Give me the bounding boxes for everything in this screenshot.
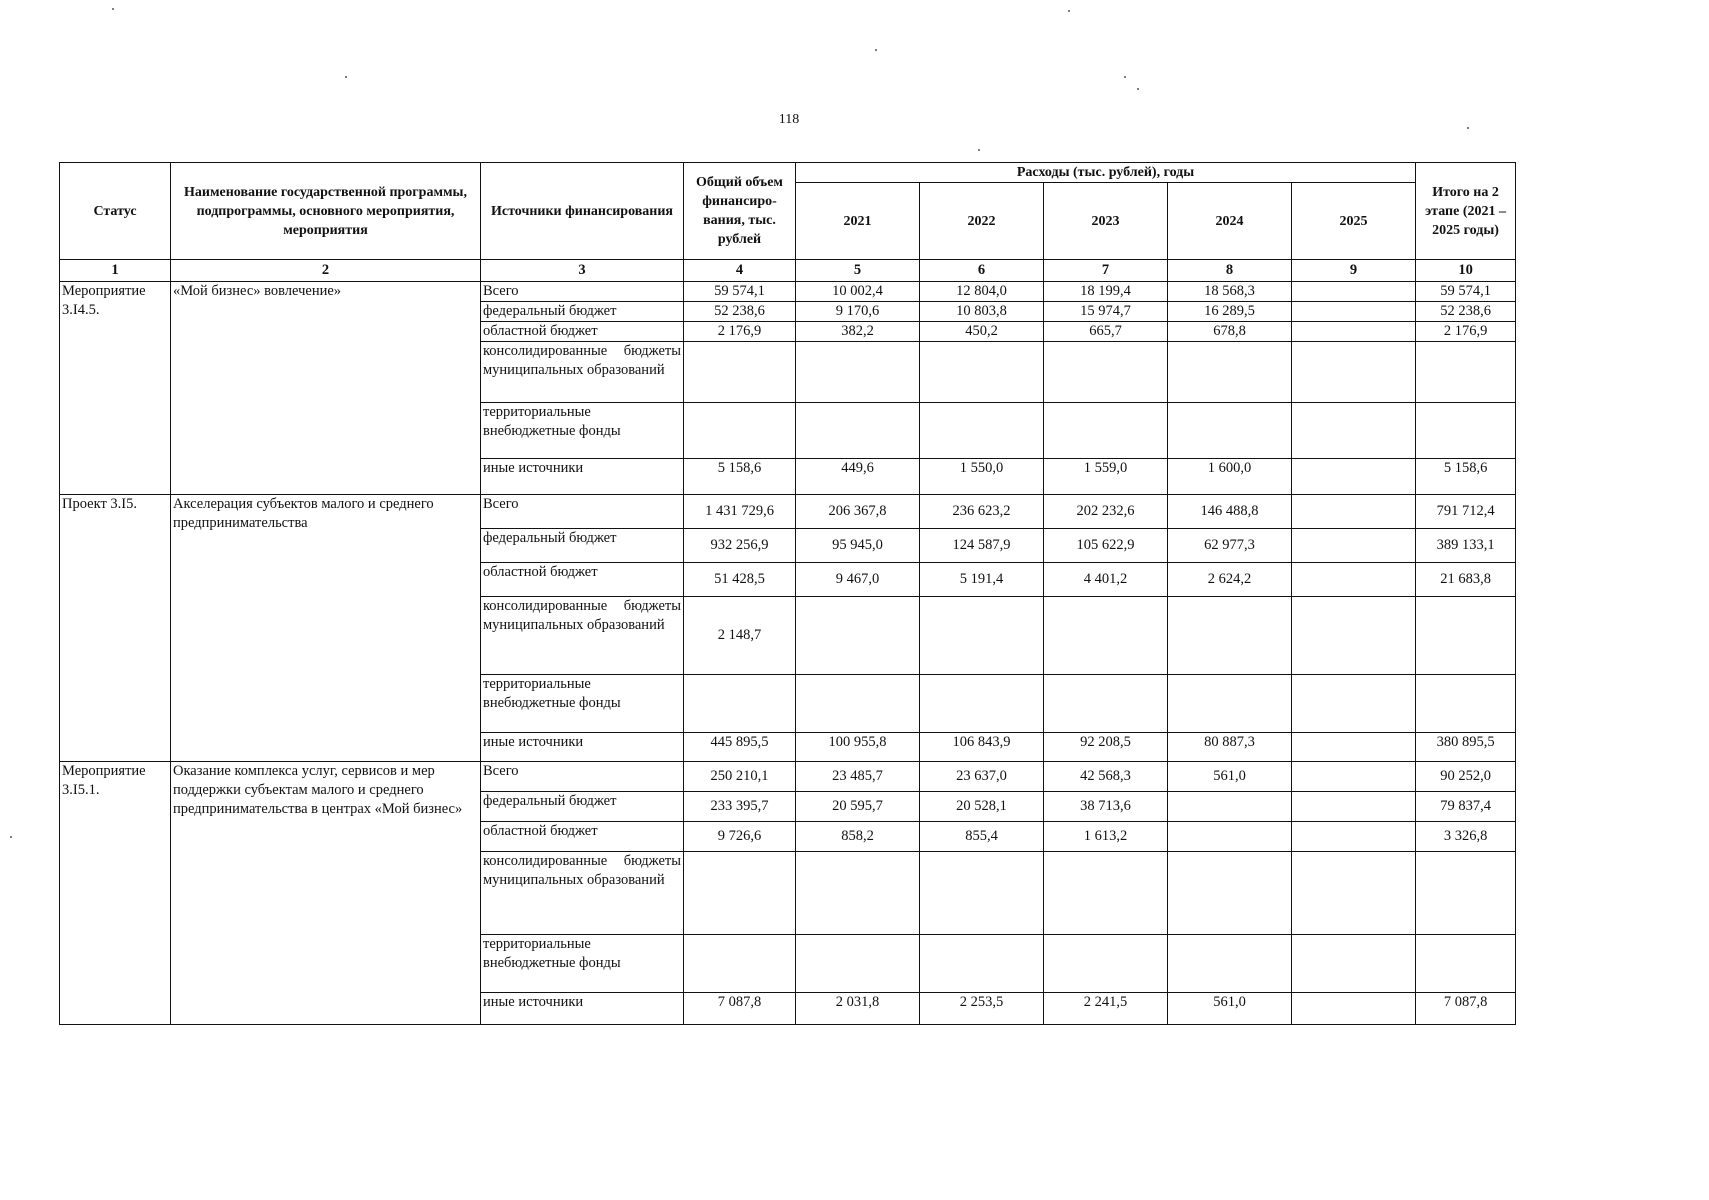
cell-2025 [1292, 935, 1416, 993]
cell-2025 [1292, 563, 1416, 597]
column-number: 2 [171, 260, 481, 282]
cell-2025 [1292, 282, 1416, 302]
cell-stage-total: 3 326,8 [1416, 822, 1516, 852]
cell-2021: 10 002,4 [796, 282, 920, 302]
cell-2024 [1168, 935, 1292, 993]
cell-2024 [1168, 822, 1292, 852]
cell-2023: 4 401,2 [1044, 563, 1168, 597]
column-number: 4 [684, 260, 796, 282]
cell-total-volume [684, 342, 796, 403]
cell-2022 [920, 852, 1044, 935]
cell-2025 [1292, 675, 1416, 733]
cell-2025 [1292, 529, 1416, 563]
header-sources: Источники финансирования [481, 163, 684, 260]
cell-2024 [1168, 792, 1292, 822]
cell-2024: 146 488,8 [1168, 495, 1292, 529]
header-year: 2025 [1292, 183, 1416, 260]
row-source: территориальные внебюджетные фонды [481, 935, 684, 993]
cell-total-volume: 51 428,5 [684, 563, 796, 597]
cell-total-volume [684, 403, 796, 459]
cell-2022: 106 843,9 [920, 733, 1044, 762]
row-name: Акселерация субъектов малого и среднего предпринимательства [171, 495, 481, 762]
cell-2021 [796, 852, 920, 935]
column-number: 8 [1168, 260, 1292, 282]
cell-stage-total: 389 133,1 [1416, 529, 1516, 563]
cell-stage-total: 79 837,4 [1416, 792, 1516, 822]
cell-2023: 1 559,0 [1044, 459, 1168, 495]
cell-2021: 858,2 [796, 822, 920, 852]
cell-2024: 561,0 [1168, 993, 1292, 1025]
table-row [60, 762, 1516, 792]
cell-2025 [1292, 993, 1416, 1025]
table-row [60, 495, 1516, 529]
row-name: Оказание комплекса услуг, сервисов и мер поддержки субъектам малого и среднего предпринимательства в центрах «Мой бизнес» [171, 762, 481, 1025]
cell-2025 [1292, 459, 1416, 495]
cell-2021 [796, 403, 920, 459]
cell-2023 [1044, 935, 1168, 993]
cell-2024: 1 600,0 [1168, 459, 1292, 495]
cell-stage-total [1416, 852, 1516, 935]
scan-speck [345, 76, 347, 78]
cell-stage-total: 59 574,1 [1416, 282, 1516, 302]
cell-2023 [1044, 597, 1168, 675]
cell-stage-total [1416, 597, 1516, 675]
header-expenses-group: Расходы (тыс. рублей), годы [796, 163, 1416, 183]
cell-2023: 665,7 [1044, 322, 1168, 342]
scan-speck [10, 836, 12, 838]
row-status: Мероприятие 3.I4.5. [60, 282, 171, 495]
cell-2024 [1168, 342, 1292, 403]
cell-stage-total: 2 176,9 [1416, 322, 1516, 342]
cell-stage-total [1416, 403, 1516, 459]
cell-2025 [1292, 403, 1416, 459]
row-source: иные источники [481, 459, 684, 495]
cell-2025 [1292, 762, 1416, 792]
cell-2021: 95 945,0 [796, 529, 920, 563]
cell-2022: 10 803,8 [920, 302, 1044, 322]
cell-total-volume: 2 176,9 [684, 322, 796, 342]
cell-2024: 62 977,3 [1168, 529, 1292, 563]
cell-total-volume: 1 431 729,6 [684, 495, 796, 529]
cell-stage-total: 380 895,5 [1416, 733, 1516, 762]
page-number: 118 [778, 112, 800, 127]
cell-2022: 450,2 [920, 322, 1044, 342]
cell-2022 [920, 342, 1044, 403]
cell-2024 [1168, 597, 1292, 675]
cell-total-volume: 59 574,1 [684, 282, 796, 302]
cell-2021: 100 955,8 [796, 733, 920, 762]
cell-stage-total: 90 252,0 [1416, 762, 1516, 792]
row-name: «Мой бизнес» вовлечение» [171, 282, 481, 495]
cell-2022: 855,4 [920, 822, 1044, 852]
cell-total-volume: 445 895,5 [684, 733, 796, 762]
cell-2024: 18 568,3 [1168, 282, 1292, 302]
cell-total-volume [684, 935, 796, 993]
cell-total-volume: 233 395,7 [684, 792, 796, 822]
row-status: Проект 3.I5. [60, 495, 171, 762]
row-source: консолидированные бюджеты муниципальных образований [481, 597, 684, 675]
cell-2024 [1168, 675, 1292, 733]
cell-2021: 449,6 [796, 459, 920, 495]
cell-2023: 38 713,6 [1044, 792, 1168, 822]
cell-2021: 382,2 [796, 322, 920, 342]
cell-2021: 9 170,6 [796, 302, 920, 322]
table-body [60, 282, 1516, 1025]
cell-2025 [1292, 322, 1416, 342]
scan-speck [1068, 10, 1070, 12]
row-source: территориальные внебюджетные фонды [481, 675, 684, 733]
cell-2024 [1168, 852, 1292, 935]
financing-table [59, 162, 1516, 1025]
scan-speck [1467, 127, 1469, 129]
cell-total-volume: 52 238,6 [684, 302, 796, 322]
cell-2025 [1292, 792, 1416, 822]
cell-2021 [796, 935, 920, 993]
cell-2023 [1044, 675, 1168, 733]
cell-2021 [796, 342, 920, 403]
row-source: Всего [481, 762, 684, 792]
cell-2025 [1292, 733, 1416, 762]
cell-2023: 15 974,7 [1044, 302, 1168, 322]
cell-2025 [1292, 495, 1416, 529]
header-year: 2022 [920, 183, 1044, 260]
cell-2024: 561,0 [1168, 762, 1292, 792]
cell-2023: 105 622,9 [1044, 529, 1168, 563]
cell-2023 [1044, 852, 1168, 935]
cell-2025 [1292, 302, 1416, 322]
cell-total-volume: 9 726,6 [684, 822, 796, 852]
cell-2025 [1292, 342, 1416, 403]
cell-total-volume: 5 158,6 [684, 459, 796, 495]
cell-2022: 236 623,2 [920, 495, 1044, 529]
cell-2024: 2 624,2 [1168, 563, 1292, 597]
cell-2023: 18 199,4 [1044, 282, 1168, 302]
cell-total-volume: 7 087,8 [684, 993, 796, 1025]
cell-total-volume: 2 148,7 [684, 597, 796, 675]
row-source: территориальные внебюджетные фонды [481, 403, 684, 459]
scan-speck [1137, 88, 1139, 90]
cell-2022: 20 528,1 [920, 792, 1044, 822]
cell-2021: 2 031,8 [796, 993, 920, 1025]
row-source: федеральный бюджет [481, 792, 684, 822]
cell-2022: 2 253,5 [920, 993, 1044, 1025]
row-source: областной бюджет [481, 322, 684, 342]
header-status: Статус [60, 163, 171, 260]
row-source: областной бюджет [481, 563, 684, 597]
row-source: Всего [481, 495, 684, 529]
row-status: Мероприятие 3.I5.1. [60, 762, 171, 1025]
cell-stage-total: 52 238,6 [1416, 302, 1516, 322]
cell-2024: 16 289,5 [1168, 302, 1292, 322]
column-number: 10 [1416, 260, 1516, 282]
cell-2022: 1 550,0 [920, 459, 1044, 495]
row-source: Всего [481, 282, 684, 302]
row-source: иные источники [481, 993, 684, 1025]
cell-2023: 2 241,5 [1044, 993, 1168, 1025]
column-number: 6 [920, 260, 1044, 282]
cell-2021 [796, 675, 920, 733]
cell-2021 [796, 597, 920, 675]
cell-2023: 1 613,2 [1044, 822, 1168, 852]
cell-2022: 23 637,0 [920, 762, 1044, 792]
cell-stage-total: 7 087,8 [1416, 993, 1516, 1025]
table-row [60, 282, 1516, 302]
cell-2023 [1044, 342, 1168, 403]
row-source: федеральный бюджет [481, 529, 684, 563]
cell-2024: 80 887,3 [1168, 733, 1292, 762]
cell-2023: 42 568,3 [1044, 762, 1168, 792]
column-number: 3 [481, 260, 684, 282]
cell-2023: 92 208,5 [1044, 733, 1168, 762]
header-year: 2021 [796, 183, 920, 260]
cell-2022: 5 191,4 [920, 563, 1044, 597]
header-stage-total: Итого на 2 этапе (2021 – 2025 годы) [1416, 163, 1516, 260]
cell-2022 [920, 597, 1044, 675]
cell-stage-total [1416, 935, 1516, 993]
column-number: 1 [60, 260, 171, 282]
cell-2025 [1292, 852, 1416, 935]
scan-speck [875, 49, 877, 51]
cell-2025 [1292, 822, 1416, 852]
cell-stage-total: 791 712,4 [1416, 495, 1516, 529]
cell-2022: 12 804,0 [920, 282, 1044, 302]
column-number: 7 [1044, 260, 1168, 282]
scan-speck [112, 8, 114, 10]
cell-2021: 206 367,8 [796, 495, 920, 529]
row-source: консолидированные бюджеты муниципальных образований [481, 342, 684, 403]
column-number: 5 [796, 260, 920, 282]
cell-total-volume: 932 256,9 [684, 529, 796, 563]
cell-2024 [1168, 403, 1292, 459]
cell-2021: 9 467,0 [796, 563, 920, 597]
scan-speck [1124, 76, 1126, 78]
header-year: 2024 [1168, 183, 1292, 260]
cell-2023 [1044, 403, 1168, 459]
cell-stage-total [1416, 342, 1516, 403]
cell-2024: 678,8 [1168, 322, 1292, 342]
cell-2023: 202 232,6 [1044, 495, 1168, 529]
header-year: 2023 [1044, 183, 1168, 260]
cell-2022 [920, 403, 1044, 459]
header-total-volume: Общий объем финансиро-вания, тыс. рублей [684, 163, 796, 260]
cell-total-volume [684, 852, 796, 935]
cell-stage-total [1416, 675, 1516, 733]
cell-stage-total: 5 158,6 [1416, 459, 1516, 495]
cell-2022: 124 587,9 [920, 529, 1044, 563]
header-name: Наименование государственной программы, подпрограммы, основного мероприятия, мероприятия [171, 163, 481, 260]
row-source: областной бюджет [481, 822, 684, 852]
column-number: 9 [1292, 260, 1416, 282]
row-source: иные источники [481, 733, 684, 762]
cell-total-volume: 250 210,1 [684, 762, 796, 792]
cell-stage-total: 21 683,8 [1416, 563, 1516, 597]
cell-2022 [920, 675, 1044, 733]
cell-total-volume [684, 675, 796, 733]
cell-2021: 23 485,7 [796, 762, 920, 792]
row-source: федеральный бюджет [481, 302, 684, 322]
row-source: консолидированные бюджеты муниципальных образований [481, 852, 684, 935]
cell-2025 [1292, 597, 1416, 675]
cell-2022 [920, 935, 1044, 993]
scan-speck [978, 149, 980, 151]
cell-2021: 20 595,7 [796, 792, 920, 822]
